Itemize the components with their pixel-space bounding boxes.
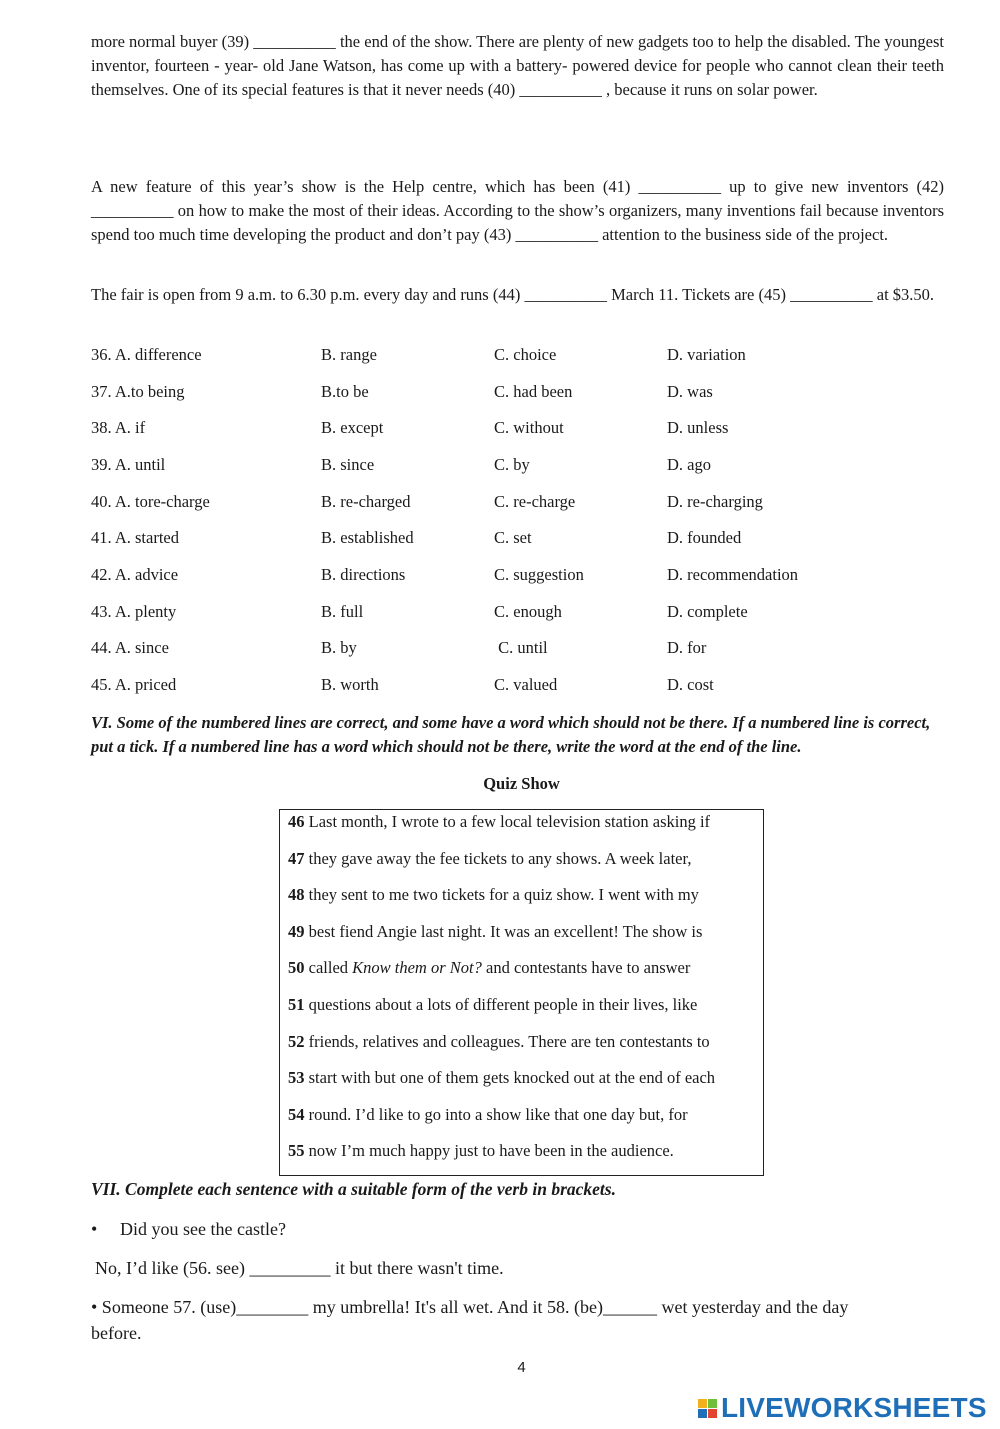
option-row xyxy=(91,343,951,367)
option-d: D. ago xyxy=(667,455,711,474)
option-a: 38. A. if xyxy=(91,418,146,437)
option-c: C. set xyxy=(494,528,532,547)
show-name: Know them or Not? xyxy=(352,958,482,977)
option-c: C. choice xyxy=(494,345,557,364)
option-d: D. recommendation xyxy=(667,565,799,584)
option-d: D. was xyxy=(667,382,713,401)
option-a: 40. A. tore-charge xyxy=(91,492,210,511)
liveworksheets-logo xyxy=(698,1393,987,1423)
bullet-dot: • xyxy=(91,1219,98,1239)
option-d: D. unless xyxy=(667,418,729,437)
option-c: C. by xyxy=(494,455,530,474)
quiz-line xyxy=(288,956,690,980)
line-number: 50 xyxy=(288,958,305,977)
quiz-line xyxy=(288,883,699,907)
option-a: 37. A.to being xyxy=(91,382,185,401)
passage-paragraph-2: A new feature of this year’s show is the Help centre, which has been (41) __________ up to give new inventors (42) __________ on how to make the most of their ideas. According to the show’s organizers, many inventions fail because inventors spend too much time developing the product and don’t pay (43) __________ attention to the business side of the project. xyxy=(91,177,944,244)
quiz-show-box xyxy=(279,809,764,1176)
line-number: 48 xyxy=(288,885,305,904)
option-b: B. by xyxy=(321,638,357,657)
option-d: D. for xyxy=(667,638,707,657)
option-b: B. worth xyxy=(321,675,379,694)
option-c: C. had been xyxy=(494,382,573,401)
option-b: B. directions xyxy=(321,565,406,584)
line-text-rest: and contestants have to answer xyxy=(486,958,691,977)
option-c: C. suggestion xyxy=(494,565,584,584)
option-b: B.to be xyxy=(321,382,369,401)
option-row xyxy=(91,636,951,660)
option-b: B. established xyxy=(321,528,414,547)
quiz-line xyxy=(288,1066,715,1090)
option-row xyxy=(91,600,951,624)
line-number: 47 xyxy=(288,849,305,868)
quiz-line xyxy=(288,847,691,871)
quiz-line xyxy=(288,993,697,1017)
option-d: D. founded xyxy=(667,528,742,547)
passage-paragraph-3: The fair is open from 9 a.m. to 6.30 p.m. every day and runs (44) __________ March 11. Tickets are (45) __________ at $3.50. xyxy=(91,285,935,304)
line-text: start with but one of them gets knocked out at the end of each xyxy=(308,1068,716,1087)
liveworksheets-logo-icon xyxy=(698,1399,717,1418)
option-row xyxy=(91,490,951,514)
line-text: Last month, I wrote to a few local television station asking if xyxy=(308,812,711,831)
option-d: D. variation xyxy=(667,345,746,364)
option-b: B. except xyxy=(321,418,384,437)
question-57-58: • Someone 57. (use)________ my umbrella! It's all wet. And it 58. (be)______ wet yesterday and the day xyxy=(91,1297,849,1317)
line-number: 53 xyxy=(288,1068,305,1087)
line-text: round. I’d like to go into a show like that one day but, for xyxy=(308,1105,688,1124)
option-row xyxy=(91,673,951,697)
option-row xyxy=(91,563,951,587)
option-row xyxy=(91,380,951,404)
quiz-line xyxy=(288,810,710,834)
option-a: 41. A. started xyxy=(91,528,179,547)
section-7-instruction: VII. Complete each sentence with a suitable form of the verb in brackets. xyxy=(91,1179,616,1199)
option-a: 42. A. advice xyxy=(91,565,179,584)
option-c: C. until xyxy=(494,638,548,657)
option-d: D. cost xyxy=(667,675,714,694)
option-row xyxy=(91,416,951,440)
line-number: 49 xyxy=(288,922,305,941)
brand-name: LIVEWORKSHEETS xyxy=(721,1392,987,1423)
option-a: 45. A. priced xyxy=(91,675,177,694)
option-b: B. full xyxy=(321,602,364,621)
quiz-line xyxy=(288,1030,710,1054)
answer-line-56: No, I’d like (56. see) _________ it but there wasn't time. xyxy=(95,1258,504,1278)
option-a: 43. A. plenty xyxy=(91,602,177,621)
line-text: now I’m much happy just to have been in the audience. xyxy=(308,1141,674,1160)
line-text: they sent to me two tickets for a quiz show. I went with my xyxy=(308,885,699,904)
question-57-58-continued: before. xyxy=(91,1323,142,1343)
line-number: 52 xyxy=(288,1032,305,1051)
line-text: called xyxy=(308,958,349,977)
line-text: best fiend Angie last night. It was an excellent! The show is xyxy=(308,922,703,941)
page-number: 4 xyxy=(517,1359,526,1376)
option-c: C. valued xyxy=(494,675,558,694)
line-number: 46 xyxy=(288,812,305,831)
option-d: D. re-charging xyxy=(667,492,763,511)
question-bullet-1 xyxy=(91,1216,286,1242)
quiz-line xyxy=(288,1139,674,1163)
option-a: 36. A. difference xyxy=(91,345,202,364)
section-6-instruction: VI. Some of the numbered lines are correct, and some have a word which should not be there. If a numbered line is correct, put a tick. If a numbered line has a word which should not be there, write the word at the end of the line. xyxy=(91,713,931,756)
option-b: B. re-charged xyxy=(321,492,411,511)
option-c: C. enough xyxy=(494,602,562,621)
option-c: C. re-charge xyxy=(494,492,576,511)
quiz-show-title: Quiz Show xyxy=(483,774,560,793)
option-b: B. since xyxy=(321,455,375,474)
quiz-line xyxy=(288,920,702,944)
line-number: 51 xyxy=(288,995,305,1014)
option-row xyxy=(91,526,951,550)
passage-paragraph-1: more normal buyer (39) __________ the end of the show. There are plenty of new gadgets too to help the disabled. The youngest inventor, fourteen - year- old Jane Watson, has come up with a battery- powered device for people who cannot clean their teeth themselves. One of its special features is that it never needs (40) __________ , because it runs on solar power. xyxy=(91,32,944,99)
option-row xyxy=(91,453,951,477)
quiz-line xyxy=(288,1103,688,1127)
option-b: B. range xyxy=(321,345,377,364)
line-text: friends, relatives and colleagues. There are ten contestants to xyxy=(308,1032,710,1051)
option-a: 39. A. until xyxy=(91,455,166,474)
option-c: C. without xyxy=(494,418,564,437)
question-text: Did you see the castle? xyxy=(120,1219,286,1239)
line-number: 55 xyxy=(288,1141,305,1160)
line-text: they gave away the fee tickets to any shows. A week later, xyxy=(308,849,692,868)
line-number: 54 xyxy=(288,1105,305,1124)
line-text: questions about a lots of different people in their lives, like xyxy=(308,995,698,1014)
option-d: D. complete xyxy=(667,602,748,621)
option-a: 44. A. since xyxy=(91,638,169,657)
